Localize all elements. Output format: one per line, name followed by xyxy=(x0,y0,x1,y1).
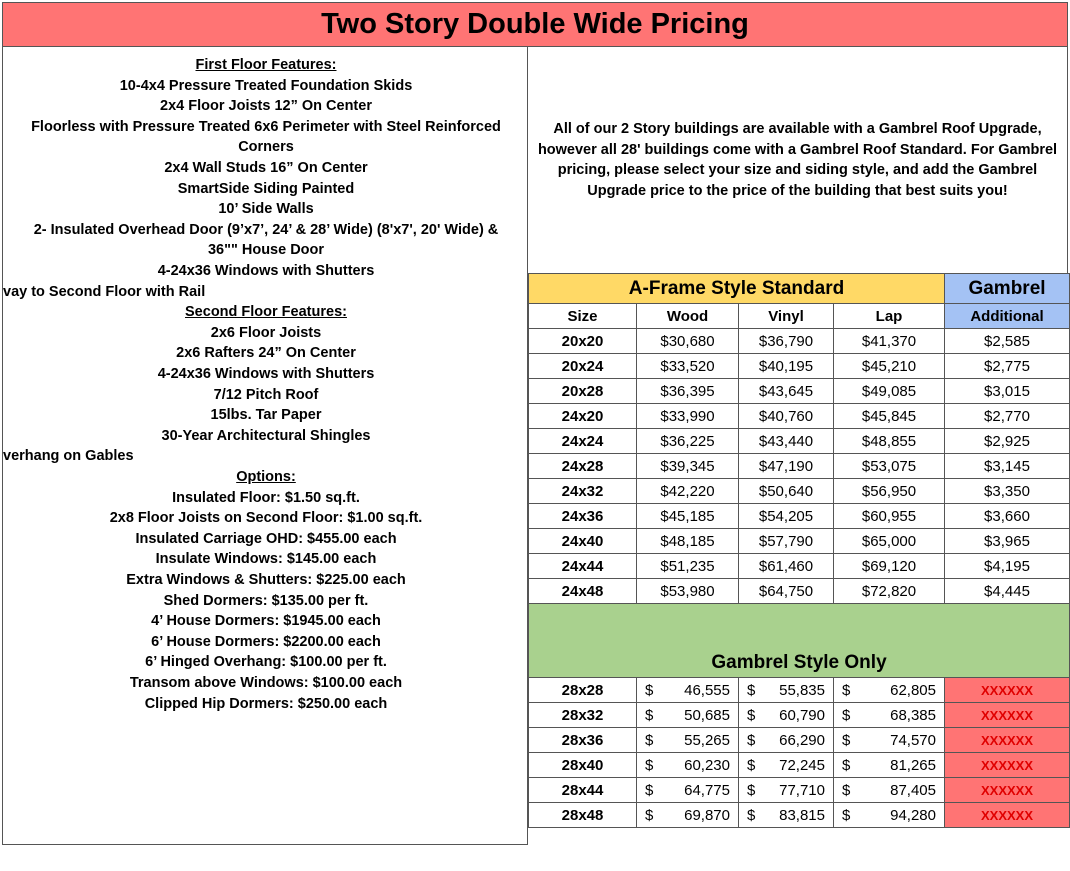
additional-cell: XXXXXX xyxy=(945,778,1070,803)
price-value: 62,805 xyxy=(890,681,936,699)
price-cell xyxy=(834,778,945,803)
feature-line: Insulated Carriage OHD: $455.00 each xyxy=(135,530,397,547)
price-cell: $3,015 xyxy=(945,379,1070,404)
feature-line: Insulate Windows: $145.00 each xyxy=(155,551,377,568)
section-heading: First Floor Features: xyxy=(195,57,337,73)
feature-line: 2x6 Floor Joists xyxy=(210,324,322,341)
col-wood-header: Wood xyxy=(637,304,739,329)
feature-line: Corners xyxy=(238,139,294,156)
size-cell: 20x28 xyxy=(529,379,637,404)
price-cell: $4,445 xyxy=(945,579,1070,604)
price-cell: $45,845 xyxy=(834,404,945,429)
price-cell xyxy=(739,728,834,753)
size-cell: 24x44 xyxy=(529,554,637,579)
additional-cell: XXXXXX xyxy=(945,803,1070,828)
price-value: 60,230 xyxy=(684,756,730,774)
price-cell xyxy=(739,778,834,803)
currency-symbol: $ xyxy=(747,731,756,749)
price-cell xyxy=(739,753,834,778)
price-cell xyxy=(637,778,739,803)
price-value: 81,265 xyxy=(890,756,936,774)
price-cell: $49,085 xyxy=(834,379,945,404)
size-cell: 20x20 xyxy=(529,329,637,354)
table-row xyxy=(529,678,1070,703)
price-cell xyxy=(637,803,739,828)
price-value: 68,385 xyxy=(890,706,936,724)
feature-line: 2- Insulated Overhead Door (9’x7’, 24’ & 28’ Wide) (8'x7', 20' Wide) & xyxy=(33,221,499,238)
price-cell xyxy=(834,728,945,753)
price-cell: $64,750 xyxy=(739,579,834,604)
price-cell: $60,955 xyxy=(834,504,945,529)
additional-cell: XXXXXX xyxy=(945,703,1070,728)
feature-line: 4-24x36 Windows with Shutters xyxy=(157,263,375,279)
table-row xyxy=(529,404,1070,429)
table-row xyxy=(529,479,1070,504)
feature-line: Extra Windows & Shutters: $225.00 each xyxy=(126,572,406,588)
price-value: 83,815 xyxy=(779,806,825,824)
price-cell: $30,680 xyxy=(637,329,739,354)
feature-line: 2x4 Floor Joists 12” On Center xyxy=(160,98,372,115)
price-cell: $40,195 xyxy=(739,354,834,379)
page-title: Two Story Double Wide Pricing xyxy=(2,2,1068,47)
price-cell: $3,660 xyxy=(945,504,1070,529)
price-cell: $47,190 xyxy=(739,454,834,479)
feature-line: 6’ Hinged Overhang: $100.00 per ft. xyxy=(145,654,387,671)
table-row xyxy=(529,379,1070,404)
size-cell: 28x44 xyxy=(529,778,637,803)
table-row xyxy=(529,728,1070,753)
price-cell: $69,120 xyxy=(834,554,945,579)
price-cell xyxy=(739,678,834,703)
price-value: 66,290 xyxy=(779,731,825,749)
currency-symbol: $ xyxy=(645,706,654,724)
table-row xyxy=(529,803,1070,828)
price-cell xyxy=(637,678,739,703)
table-row xyxy=(529,354,1070,379)
price-cell: $53,075 xyxy=(834,454,945,479)
price-cell: $50,640 xyxy=(739,479,834,504)
feature-line: 2x8 Floor Joists on Second Floor: $1.00 sq.ft. xyxy=(109,510,423,527)
currency-symbol: $ xyxy=(747,781,756,799)
price-cell xyxy=(739,803,834,828)
price-cell: $3,145 xyxy=(945,454,1070,479)
price-cell: $3,965 xyxy=(945,529,1070,554)
price-cell xyxy=(834,678,945,703)
price-cell: $39,345 xyxy=(637,454,739,479)
feature-line: SmartSide Siding Painted xyxy=(177,180,355,197)
size-cell: 24x28 xyxy=(529,454,637,479)
currency-symbol: $ xyxy=(747,681,756,699)
price-cell: $57,790 xyxy=(739,529,834,554)
feature-line: 4-24x36 Windows with Shutters xyxy=(157,366,375,382)
price-cell xyxy=(834,703,945,728)
price-value: 55,835 xyxy=(779,681,825,699)
features-panel xyxy=(2,47,528,845)
currency-symbol: $ xyxy=(645,806,654,824)
feature-line: 2x6 Rafters 24” On Center xyxy=(176,345,356,362)
price-cell: $48,185 xyxy=(637,529,739,554)
price-cell: $2,925 xyxy=(945,429,1070,454)
feature-line: 6’ House Dormers: $2200.00 each xyxy=(151,633,381,650)
price-cell xyxy=(637,728,739,753)
size-cell: 28x28 xyxy=(529,678,637,703)
currency-symbol: $ xyxy=(645,731,654,749)
price-cell: $33,520 xyxy=(637,354,739,379)
feature-line: Transom above Windows: $100.00 each xyxy=(129,675,403,691)
price-cell: $45,210 xyxy=(834,354,945,379)
section-heading: Second Floor Features: xyxy=(185,304,347,321)
size-cell: 24x36 xyxy=(529,504,637,529)
feature-line: 2x4 Wall Studs 16” On Center xyxy=(164,160,368,176)
size-cell: 28x48 xyxy=(529,803,637,828)
currency-symbol: $ xyxy=(842,731,851,749)
price-cell: $2,775 xyxy=(945,354,1070,379)
table-row xyxy=(529,529,1070,554)
size-cell: 20x24 xyxy=(529,354,637,379)
col-lap-header: Lap xyxy=(834,304,945,329)
feature-line: 7/12 Pitch Roof xyxy=(213,386,319,403)
gambrel-header: Gambrel xyxy=(945,274,1070,304)
feature-line: Clipped Hip Dormers: $250.00 each xyxy=(144,695,388,712)
size-cell: 24x32 xyxy=(529,479,637,504)
gambrel-only-header: Gambrel Style Only xyxy=(529,604,1070,678)
price-value: 87,405 xyxy=(890,781,936,799)
table-row xyxy=(529,753,1070,778)
currency-symbol: $ xyxy=(842,756,851,774)
price-cell: $2,770 xyxy=(945,404,1070,429)
price-value: 72,245 xyxy=(779,756,825,774)
col-additional-header: Additional xyxy=(945,304,1070,329)
size-cell: 24x48 xyxy=(529,579,637,604)
price-cell: $53,980 xyxy=(637,579,739,604)
feature-line: 10-4x4 Pressure Treated Foundation Skids xyxy=(119,77,413,94)
feature-line: Insulated Floor: $1.50 sq.ft. xyxy=(172,489,360,506)
price-cell: $65,000 xyxy=(834,529,945,554)
currency-symbol: $ xyxy=(842,806,851,824)
price-value: 50,685 xyxy=(684,706,730,724)
gambrel-note: All of our 2 Story buildings are available with a Gambrel Roof Upgrade, however all 28' buildings come with a Gambrel Roof Standard. For Gambrel pricing, please select your size and siding style, and add the Gambrel Upgrade price to the price of the building that best suits you! xyxy=(528,47,1068,273)
price-cell xyxy=(637,753,739,778)
currency-symbol: $ xyxy=(747,806,756,824)
price-cell: $41,370 xyxy=(834,329,945,354)
currency-symbol: $ xyxy=(645,781,654,799)
price-cell: $36,395 xyxy=(637,379,739,404)
price-value: 55,265 xyxy=(684,731,730,749)
price-value: 60,790 xyxy=(779,706,825,724)
additional-cell: XXXXXX xyxy=(945,728,1070,753)
feature-line: Shed Dormers: $135.00 per ft. xyxy=(163,592,369,609)
feature-line: 4’ House Dormers: $1945.00 each xyxy=(151,613,381,630)
price-cell: $36,225 xyxy=(637,429,739,454)
price-cell xyxy=(739,703,834,728)
price-cell: $72,820 xyxy=(834,579,945,604)
feature-line: 10’ Side Walls xyxy=(218,201,314,218)
price-cell: $43,645 xyxy=(739,379,834,404)
size-cell: 28x40 xyxy=(529,753,637,778)
price-cell xyxy=(834,803,945,828)
price-value: 64,775 xyxy=(684,781,730,799)
price-cell: $42,220 xyxy=(637,479,739,504)
col-size-header: Size xyxy=(529,304,637,329)
size-cell: 28x32 xyxy=(529,703,637,728)
size-cell: 24x20 xyxy=(529,404,637,429)
currency-symbol: $ xyxy=(842,706,851,724)
table-row xyxy=(529,504,1070,529)
currency-symbol: $ xyxy=(747,756,756,774)
table-row xyxy=(529,579,1070,604)
price-cell: $2,585 xyxy=(945,329,1070,354)
price-cell: $36,790 xyxy=(739,329,834,354)
price-cell: $48,855 xyxy=(834,429,945,454)
price-cell: $51,235 xyxy=(637,554,739,579)
size-cell: 24x40 xyxy=(529,529,637,554)
feature-line: 36"" House Door xyxy=(207,242,325,259)
price-value: 94,280 xyxy=(890,806,936,824)
table-row xyxy=(529,778,1070,803)
price-value: 74,570 xyxy=(890,731,936,749)
price-cell: $43,440 xyxy=(739,429,834,454)
price-value: 46,555 xyxy=(684,681,730,699)
size-cell: 28x36 xyxy=(529,728,637,753)
table-row xyxy=(529,429,1070,454)
table-row xyxy=(529,554,1070,579)
price-value: 77,710 xyxy=(779,781,825,799)
feature-line: 30-Year Architectural Shingles xyxy=(161,427,371,444)
currency-symbol: $ xyxy=(842,781,851,799)
table-row xyxy=(529,329,1070,354)
additional-cell: XXXXXX xyxy=(945,753,1070,778)
price-cell: $3,350 xyxy=(945,479,1070,504)
currency-symbol: $ xyxy=(842,681,851,699)
currency-symbol: $ xyxy=(645,681,654,699)
table-row xyxy=(529,454,1070,479)
additional-cell: XXXXXX xyxy=(945,678,1070,703)
price-value: 69,870 xyxy=(684,806,730,824)
price-cell xyxy=(834,753,945,778)
feature-line: Floorless with Pressure Treated 6x6 Perimeter with Steel Reinforced xyxy=(31,118,501,135)
size-cell: 24x24 xyxy=(529,429,637,454)
aframe-header: A-Frame Style Standard xyxy=(529,274,945,304)
feature-line: vay to Second Floor with Rail xyxy=(3,283,206,300)
price-cell: $33,990 xyxy=(637,404,739,429)
price-cell: $56,950 xyxy=(834,479,945,504)
pricing-table xyxy=(528,273,1070,828)
table-row xyxy=(529,703,1070,728)
price-cell: $54,205 xyxy=(739,504,834,529)
price-cell: $4,195 xyxy=(945,554,1070,579)
price-cell: $40,760 xyxy=(739,404,834,429)
section-heading: Options: xyxy=(236,469,296,485)
price-cell: $61,460 xyxy=(739,554,834,579)
price-cell xyxy=(637,703,739,728)
currency-symbol: $ xyxy=(645,756,654,774)
currency-symbol: $ xyxy=(747,706,756,724)
col-vinyl-header: Vinyl xyxy=(739,304,834,329)
feature-line: 15lbs. Tar Paper xyxy=(210,407,322,424)
price-cell: $45,185 xyxy=(637,504,739,529)
feature-line: verhang on Gables xyxy=(3,448,134,465)
